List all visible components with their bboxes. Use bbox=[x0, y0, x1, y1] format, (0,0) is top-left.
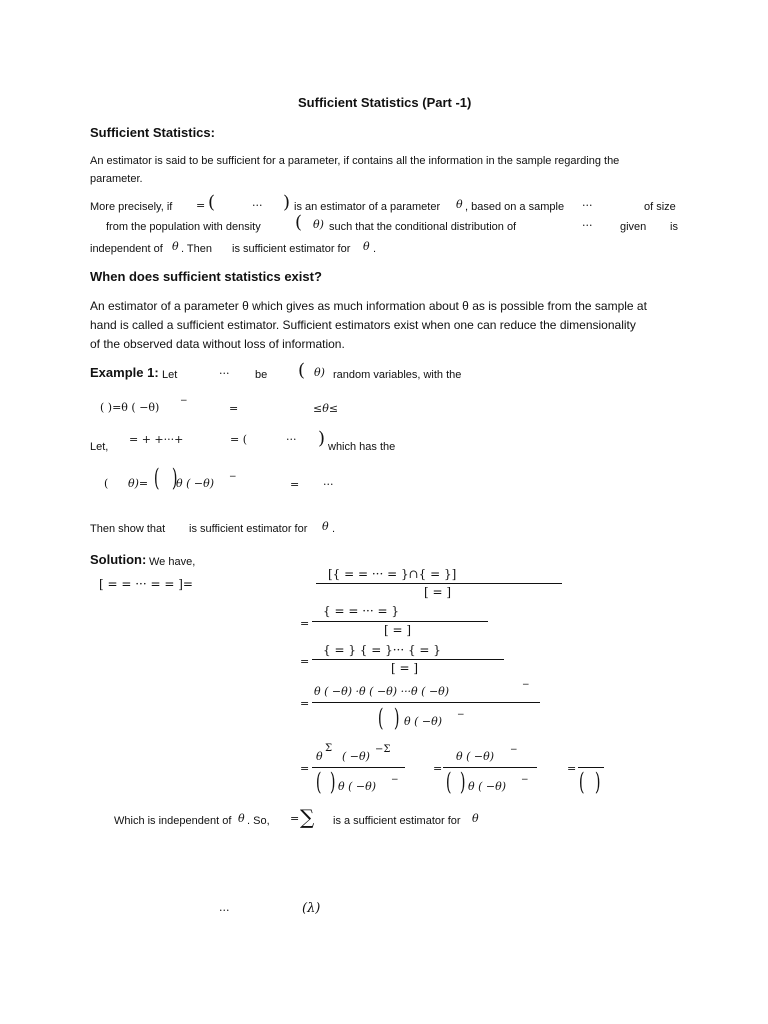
solution-fraction-bar-6 bbox=[443, 767, 537, 768]
precise-line-1-sample: , based on a sample bbox=[465, 201, 565, 213]
binomial-dots: ··· bbox=[323, 478, 334, 491]
precise-eq: = bbox=[196, 199, 206, 212]
example-sum-close: ) bbox=[318, 428, 326, 449]
binomial-theta-eq: θ)= bbox=[128, 477, 149, 490]
precise-line-1-size: of size bbox=[644, 201, 676, 213]
solution-den-6-open: ( bbox=[445, 768, 452, 796]
example-let-2: Let, bbox=[90, 441, 109, 453]
solution-num-5-term: ( −θ) bbox=[342, 750, 370, 763]
precise-given: given bbox=[620, 221, 647, 233]
precise-density-theta: θ) bbox=[313, 218, 324, 231]
binomial-coef-open: ( bbox=[153, 464, 160, 492]
solution-den-6-close: ) bbox=[459, 768, 466, 796]
solution-we-have: We have, bbox=[149, 556, 196, 568]
precise-line-2-density: from the population with density bbox=[106, 221, 261, 233]
precise-dots-2: ··· bbox=[582, 199, 593, 212]
solution-num-5-sup: −Σ bbox=[375, 744, 391, 755]
exist-line-2: hand is called a sufficient estimator. Sufficient estimators exist when one can reduce the dimensionality bbox=[90, 318, 636, 332]
example-label: Example 1: bbox=[90, 365, 159, 380]
solution-den-6: θ ( −θ) bbox=[468, 780, 507, 793]
solution-den-7-open: ( bbox=[578, 768, 585, 796]
solution-num-4-sup: − bbox=[522, 680, 530, 690]
solution-den-6-sup: − bbox=[521, 775, 529, 785]
solution-fraction-bar-3 bbox=[312, 659, 504, 660]
page-title: Sufficient Statistics (Part -1) bbox=[298, 95, 472, 110]
solution-num-3: { = } { = }··· { = } bbox=[323, 643, 441, 657]
binomial-theta-term: θ ( −θ) bbox=[176, 477, 215, 490]
conclusion-independent: Which is independent of bbox=[114, 815, 232, 827]
example-sum-dots: ··· bbox=[286, 433, 297, 446]
exist-line-3: of the observed data without loss of information. bbox=[90, 337, 345, 351]
solution-den-4-close: ) bbox=[393, 704, 400, 732]
precise-line-2-conditional: such that the conditional distribution of bbox=[329, 221, 517, 233]
binomial-eq: = bbox=[290, 478, 300, 491]
solution-label: Solution: bbox=[90, 552, 147, 567]
precise-theta-3: θ bbox=[172, 240, 179, 253]
solution-den-5-close: ) bbox=[329, 768, 336, 796]
section-heading-existence: When does sufficient statistics exist? bbox=[90, 269, 322, 284]
binomial-coef-close: ) bbox=[171, 464, 178, 492]
example-which: which has the bbox=[328, 441, 396, 453]
exist-line-1: An estimator of a parameter θ which gives as much information about θ as is possible from the sample at bbox=[90, 299, 647, 313]
binomial-sup: − bbox=[229, 472, 237, 482]
example-sum-eq-2: = ( bbox=[230, 433, 248, 446]
conclusion-theta-2: θ bbox=[472, 812, 479, 825]
example-be: be bbox=[255, 369, 268, 381]
example-density-range: ≤θ≤ bbox=[313, 402, 339, 415]
solution-fraction-bar-2 bbox=[312, 621, 488, 622]
precise-paren-close: ) bbox=[283, 192, 291, 213]
binomial-paren: ( bbox=[104, 477, 109, 490]
conclusion-sufficient: is a sufficient estimator for bbox=[333, 815, 461, 827]
solution-num-6: θ ( −θ) bbox=[456, 750, 495, 763]
solution-eq-7: = bbox=[567, 762, 577, 775]
solution-den-4-open: ( bbox=[377, 704, 384, 732]
solution-num-6-sup: − bbox=[510, 745, 518, 755]
solution-den-5: θ ( −θ) bbox=[338, 780, 377, 793]
section-heading-sufficient-statistics: Sufficient Statistics: bbox=[90, 125, 215, 140]
solution-fraction-bar-4 bbox=[312, 702, 540, 703]
then-is-sufficient: is sufficient estimator for bbox=[189, 523, 308, 535]
precise-period: . bbox=[373, 243, 377, 255]
precise-dots: ··· bbox=[252, 199, 263, 212]
precise-line-1-intro: More precisely, if bbox=[90, 201, 173, 213]
footer-lambda: (λ) bbox=[302, 901, 321, 916]
then-period: . bbox=[332, 523, 336, 535]
solution-den-4: θ ( −θ) bbox=[404, 715, 443, 728]
definition-line-2: parameter. bbox=[90, 173, 143, 185]
example-let: Let bbox=[162, 369, 178, 381]
then-show: Then show that bbox=[90, 523, 166, 535]
precise-line-3-independent: independent of bbox=[90, 243, 163, 255]
example-density-eq: = bbox=[229, 402, 239, 415]
solution-eq-3: = bbox=[300, 655, 310, 668]
example-sum-eq: = + +···+ bbox=[129, 433, 184, 446]
example-dots: ··· bbox=[219, 367, 230, 380]
solution-eq-5: = bbox=[300, 762, 310, 775]
solution-den-4-sup: − bbox=[457, 710, 465, 720]
solution-fraction-bar-5 bbox=[312, 767, 405, 768]
solution-eq-2: = bbox=[300, 617, 310, 630]
precise-then: . Then bbox=[181, 243, 212, 255]
solution-fraction-bar-1 bbox=[316, 583, 562, 584]
solution-eq-6: = bbox=[433, 762, 443, 775]
solution-eq-4: = bbox=[300, 697, 310, 710]
precise-density-paren: ( bbox=[295, 212, 303, 233]
solution-den-5-sup: − bbox=[391, 775, 399, 785]
solution-den-2: [ = ] bbox=[384, 623, 412, 637]
example-density-sup: − bbox=[180, 396, 188, 406]
example-density-formula: ( )=θ ( −θ) bbox=[100, 401, 160, 414]
conclusion-so: . So, bbox=[247, 815, 270, 827]
precise-line-3-sufficient: is sufficient estimator for bbox=[232, 243, 351, 255]
solution-den-5-open: ( bbox=[315, 768, 322, 796]
example-rv: random variables, with the bbox=[333, 369, 462, 381]
conclusion-eq: = bbox=[290, 812, 300, 825]
conclusion-theta: θ bbox=[238, 812, 245, 825]
definition-line-1: An estimator is said to be sufficient for a parameter, if contains all the information in the sample regarding the bbox=[90, 155, 620, 167]
precise-theta-1: θ bbox=[456, 198, 463, 211]
precise-dots-3: ··· bbox=[582, 219, 593, 232]
solution-num-4: θ ( −θ) ·θ ( −θ) ···θ ( −θ) bbox=[314, 685, 450, 698]
precise-is: is bbox=[670, 221, 678, 233]
then-theta: θ bbox=[322, 520, 329, 533]
example-paren: ( bbox=[298, 360, 306, 381]
solution-num-2: { = = ··· = } bbox=[323, 604, 399, 618]
precise-theta-4: θ bbox=[363, 240, 370, 253]
conclusion-sum: ∑ bbox=[300, 805, 315, 829]
solution-num-5-sum: Σ bbox=[325, 743, 333, 754]
solution-den-7-close: ) bbox=[594, 768, 601, 796]
solution-num-5-theta: θ bbox=[316, 750, 323, 763]
solution-num-1: [{ = = ··· = }∩{ = }] bbox=[328, 567, 457, 581]
solution-den-1: [ = ] bbox=[424, 585, 452, 599]
precise-line-1-estimator: is an estimator of a parameter bbox=[294, 201, 441, 213]
precise-paren-open: ( bbox=[208, 192, 216, 213]
example-theta-close: θ) bbox=[314, 366, 325, 379]
footer-dots: ··· bbox=[219, 904, 230, 917]
solution-lhs: [ = = ··· = = ]= bbox=[99, 577, 193, 591]
solution-den-3: [ = ] bbox=[391, 661, 419, 675]
